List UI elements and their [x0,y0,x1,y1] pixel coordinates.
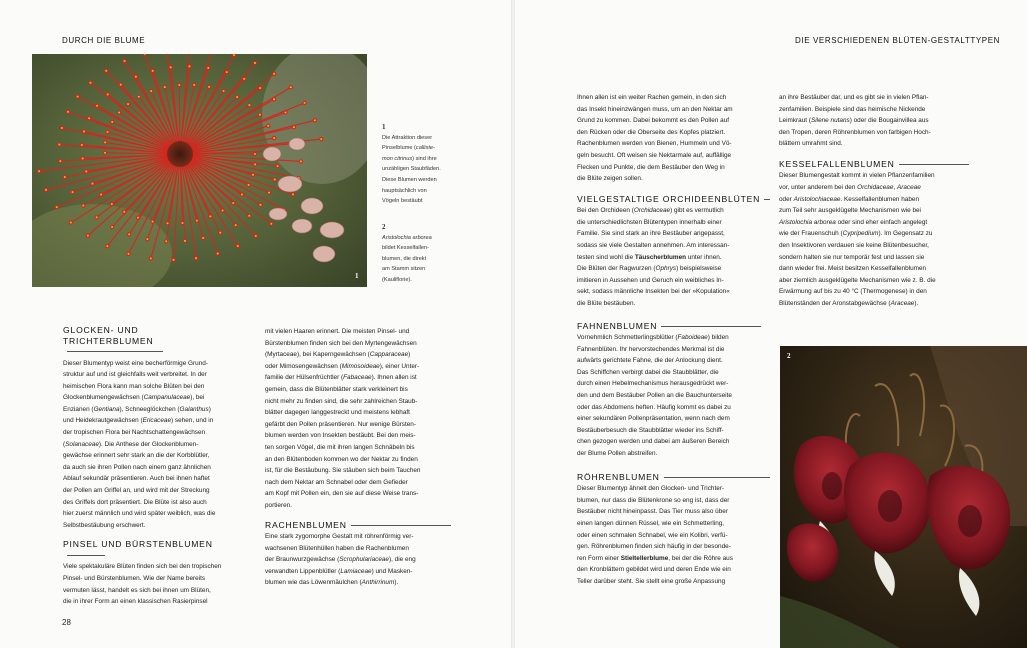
anther [172,258,175,261]
anther [253,61,256,64]
anther [273,178,276,181]
heading-rule [664,477,770,478]
anther [273,136,276,139]
anther [88,117,91,120]
anther [82,204,85,207]
anther [104,141,107,144]
anther [81,157,84,160]
caption-1-text: Die Attraktion dieser Pinselblume (calliste- mon citrinus) sind ihre unzähligen Staubfäden. Diese Blumen werden hauptsächlich von Vögeln bestäubt [382,134,441,205]
anther [240,193,243,196]
heading-roehrenblumen [577,472,772,483]
heading-orchideen-text: VIELGESTALTIGE ORCHIDEENBLÜTEN [577,193,761,204]
anther [272,98,275,101]
anther [216,252,219,255]
anther [292,126,295,129]
anther [303,101,306,104]
anther [80,143,83,146]
anther [59,160,62,163]
anther [103,151,106,154]
anther [259,203,262,206]
text-orchideen: Bei den Orchideen (Orchidaceae) gibt es vermutlich die unterschiedlichsten Blütentypen innerhalb einer Familie. Sie sind stark an ihre Bestäuber angepasst, sodass sie viele Gestalten annehmen. Am interessan- testen sind wohl die Täuscherblumen unter ihnen. Die Blüten der Ragwurzen (Ophrys) beispielsweise imitieren in Aussehen und Geruch ein weibliches In- sekt, sodass männliche Insekten bei der »Kopulation« die Blüte bestäuben. [577,207,730,307]
anther [55,206,58,209]
anther [232,54,235,57]
heading-kesselfallenblumen [779,159,971,170]
anther [146,238,149,241]
left-column-2 [265,326,460,589]
heading-pinsel-buerstenblumen [63,539,253,560]
caption-2 [382,222,472,286]
anther [207,66,210,69]
anther [299,160,302,163]
anther [291,193,294,196]
bottlebrush-flower-photo [32,54,367,287]
heading-line-1: GLOCKEN- UND [63,325,139,335]
caption-1-number: 1 [382,123,386,131]
anther [91,182,94,185]
anther [166,222,169,225]
right-column-2 [779,92,971,310]
anther [82,130,85,133]
anther [232,202,235,205]
anther [202,236,205,239]
anther [254,163,257,166]
anther [76,95,79,98]
heading-fahnen-text: FAHNENBLUMEN [577,320,658,331]
anther [276,165,279,168]
anther [209,215,212,218]
heading-kessel-text: KESSELFALLENBLUMEN [779,158,895,169]
anther [127,252,130,255]
anther [313,119,316,122]
heading-pinsel-text: PINSEL UND BÜRSTENBLUMEN [63,539,213,550]
anther [117,111,120,114]
anther [234,224,237,227]
heading-rule [351,525,451,526]
anther [111,120,114,123]
anther [253,152,256,155]
anther [69,221,72,224]
anther [89,81,92,84]
anther [267,191,270,194]
anther [194,257,197,260]
anther [165,240,168,243]
left-column-1 [63,325,253,608]
caption-1 [382,122,472,207]
anther [137,95,140,98]
heading-fahnenblumen [577,321,772,332]
heading-roehren-text: RÖHRENBLUMEN [577,471,660,482]
anther [248,103,251,106]
left-running-head: DURCH DIE BLUME [62,36,146,45]
anther [149,257,152,260]
heading-rule [67,555,105,556]
anther [95,216,98,219]
anther [222,89,225,92]
anther [151,69,154,72]
heading-glocken-trichterblumen [63,325,253,357]
text-glocken: Dieser Blumentyp weist eine becherförmige Grund- struktur auf und ist gleichfalls weit verbreitet. In der heimischen Flora kann man solche Blüten bei den Glockenblumengewächsen (Campanulaceae), bei Enzianen (Gentiana), Schneeglöckchen (Galanthus) und Heidekrautgewächsen (Ericaceae) sehen, und in der tropischen Flora bei Nachtschattengewächsen (Solanaceae). Die Anthese der Glockenblumen- gewächse erinnert sehr stark an die der Korbblütler, da auch sie ihren Pollen nach einem ganz ähnlichen Ablauf sekundär präsentieren. Auch bei ihnen haftet der Pollen am Griffel an, und wird mit der Streckung des Griffels dort präsentiert. Die Blüte ist also auch hier zuerst männlich und wird später weiblich, was die Selbstbestäubung erschwert. [63,359,216,529]
anther [106,245,109,248]
anther [123,210,126,213]
text-pinsel-continued: mit vielen Haaren erinnert. Die meisten Pinsel- und Bürstenblumen finden sich bei den Myrtengewächsen (Myrtaceae), bei Kaperngewächsen (Capparaceae) oder Mimosengewächsen (Mimosoideae), einer Unter- familie der Hülsenfrüchtler (Fabaceae). Ihnen allen ist gemein, dass die Blütenblätter stark verkleinert bis nicht mehr zu finden sind, die sehr zahlreichen Staub- blätter dagegen langgestreckt und meistens lebhaft gefärbt den Pollen präsentieren. Nur wenige Bürsten- blumen werden von Insekten bestäubt. Bei den meis- ten sorgen Vögel, die mit ihren langen Schnäbeln bis an den Blütenboden kommen wo der Nektar zu finden ist, für die Bestäubung. Sie stäuben sich beim Tauchen nach dem Nektar am Schnabel oder dem Gefieder am Kopf mit Pollen ein, den sie auf diese Weise trans- portieren. [265,328,421,509]
heading-rule [899,164,969,165]
anther [66,110,69,113]
anther [247,183,250,186]
heading-line-2 [63,336,163,357]
anther [258,113,261,116]
anther [151,220,154,223]
anther [208,85,211,88]
anther [267,124,270,127]
anther [106,130,109,133]
heading-rule [764,199,770,200]
anther [86,234,89,237]
heading-line-2-text: TRICHTERBLUMEN [63,335,154,346]
page-number-left: 28 [62,618,71,627]
text-fahnenblumen: Vornehmlich Schmetterlingsblütler (Faboideae) bilden Fahnenblüten. Ihr hervorstechendes Merkmal ist die aufwärts gerichtete Fahne, die der Anlockung dient. Das Schiffchen verbirgt dabei die Staubblätter, die durch einen Hebelmechanismus herausgedrückt wer- den und dem Bestäuber Pollen an die Bauchunterseite oder das Abdomens heften. Häufig kommt es dabei zu einer sekundären Pollenpräsentation, wenn nach dem Bestäuberbesuch die Staubblätter wieder ins Schiff- chen gezogen werden und dabei am äußeren Bereich der Blume Pollen abstreifen. [577,334,732,458]
anther [183,239,186,242]
text-roehrenblumen: Dieser Blumentyp ähnelt den Glocken- und Trichter- blumen, nur dass die Blütenkrone so eng ist, dass der Bestäuber nicht hineinpasst. Das Tier muss also über einen langen dünnen Rüssel, wie ein Schmetterling, oder einen schmalen Schnabel, wie ein Kolibri, verfü- gen. Röhrenblumen finden sich häufig in der besonde- ren Form einer Stieltellerblume, bei der die Röhre aus den Kronblättern gebildet wird und deren Ende wie ein Teller darüber steht. Sie stellt eine große Anpassung [577,485,733,585]
aristolochia-flower-photo-icon [780,346,1027,648]
anther [259,86,262,89]
caption-2-text: Aristolochia arborea bildet Kesselfallen- blumen, die direkt am Stamm sitzen (Kauliflorie). [382,234,432,283]
anther [63,175,66,178]
anther [254,234,257,237]
anther [163,85,166,88]
anther [110,225,113,228]
anther [106,93,109,96]
anther [243,77,246,80]
anther [128,233,131,236]
anther [119,83,122,86]
anther [251,173,254,176]
right-running-head: DIE VERSCHIEDENEN BLÜTEN-GESTALTTYPEN [795,36,1001,45]
anther [221,209,224,212]
anther [100,193,103,196]
anther [195,219,198,222]
anther [236,244,239,247]
anther [270,222,273,225]
heading-rule [661,326,761,327]
anther [225,71,228,74]
anther [44,188,47,191]
anther [273,72,276,75]
right-column-1 [577,92,772,587]
photo-2-number: 2 [787,352,791,360]
heading-rachenblumen [265,520,460,531]
anther [178,83,181,86]
caption-2-number: 2 [382,223,386,231]
anther [71,190,74,193]
anther [110,202,113,205]
anther [134,75,137,78]
red-bottlebrush-flower-photo-icon [32,54,367,287]
anther [236,95,239,98]
text-pinsel: Viele spektakuläre Blüten finden sich bei den tropischen Pinsel- und Bürstenblumen. Wie der Name bereits vermuten lässt, handelt es sich bei ihnen um Blüten, die in ihrer Form an einen klassischen Rasierpinsel [63,563,222,606]
text-rachen-continued: Ihnen allen ist ein weiter Rachen gemein, in den sich das Insekt hineinzwängen muss, um an den Nektar am Grund zu kommen. Dabei bekommt es den Pollen auf den Rücken oder die Oberseite des Kopfes platziert. Rachenblumen werden von Bienen, Hummeln und Vö- geln besucht. Oft weisen sie Nektarmale auf, auffällige Flecken und Punkte, die dem Bestäuber den Weg in die Blüte zeigen sollen. [577,94,733,183]
anther [136,216,139,219]
anther [123,59,126,62]
anther [320,137,323,140]
heading-rule [67,351,163,352]
heading-rachenblumen-text: RACHENBLUMEN [265,519,347,530]
anther [38,170,41,173]
anther [193,83,196,86]
anther [289,86,292,89]
book-gutter [511,0,515,648]
anther [248,214,251,217]
heading-orchideen [577,194,772,205]
anther [188,65,191,68]
anther [284,111,287,114]
anther [219,231,222,234]
anther [169,66,172,69]
anther [95,104,98,107]
aristolochia-flower-photo [780,346,1027,648]
anther [60,126,63,129]
anther [150,89,153,92]
text-roehren-continued: an ihre Bestäuber dar, und es gibt sie in vielen Pflan- zenfamilien. Beispiele sind das heimische Nickende Leimkraut (Silene nutans) oder die Bougainvillea aus den Tropen, deren Röhrenblumen von farbigen Hoch- blättern umrahmt sind. [779,94,931,148]
anther [58,143,61,146]
anther [181,221,184,224]
text-kesselfallenblumen: Dieser Blumengestalt kommt in vielen Pflanzenfamilien vor, unter anderem bei den Orchidaceae, Araceae oder Aristolochiaceae. Kesselfallenblumen haben zum Teil sehr ausgeklügelte Mechanismen wie bei Aristolochia arborea oder sind eher einfach angelegt wie der Frauenschuh (Cypripedium). Im Gegensatz zu den Insektivoren verdauen sie keine Blütenbesucher, sondern halten sie nur temporär fest und lassen sie dann wieder frei. Meist besitzen Kesselfallenblumen aber ziemlich ausgeklügelte Mechanismen wie z. B. die Erwärmung auf bis zu 40 °C (Thermogenese) in den Blütenständen der Aronstabgewächse (Araceae). [779,172,936,307]
anther [105,69,108,72]
text-rachenblumen: Eine stark zygomorphe Gestalt mit röhrenförmig ver- wachsenen Blütenhüllen haben die Rachenblumen der Braunwurzgewächse (Scrophulariaceae), die eng verwandten Lippenblütler (Lamiaceae) und Masken- blumen wie das Löwenmäulchen (Anthirrinum). [265,533,416,587]
anther [126,102,129,105]
anther [143,54,146,55]
photo-1-number: 1 [355,272,359,280]
anther [85,170,88,173]
